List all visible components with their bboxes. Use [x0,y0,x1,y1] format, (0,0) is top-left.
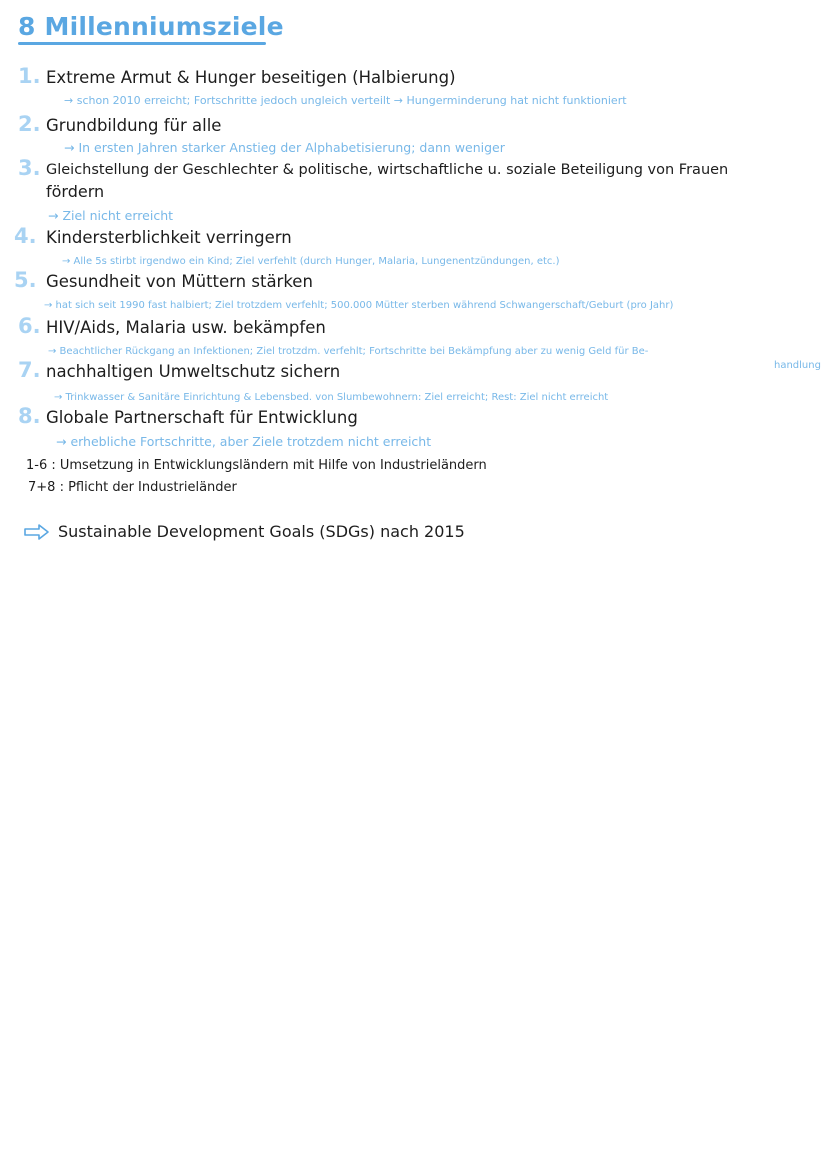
goal-3-title-line1: Gleichstellung der Geschlechter & politische, wirtschaftliche u. soziale Beteiligung von Frauen [46,162,729,178]
goal-2-title: Grundbildung für alle [46,116,222,135]
goal-8-number: 8. [18,404,41,428]
goal-6-number: 6. [18,314,41,338]
goal-3-note: → Ziel nicht erreicht [48,208,174,223]
goal-5-title: Gesundheit von Müttern stärken [46,272,313,291]
goal-7-title: nachhaltigen Umweltschutz sichern [46,362,341,381]
goal-1-number: 1. [18,64,41,88]
outline-right-arrow-icon [24,523,50,541]
goal-7-note: → Trinkwasser & Sanitäre Einrichtung & Lebensbed. von Slumbewohnern: Ziel erreicht; Rest: Ziel nicht erreicht [54,392,609,403]
goal-2-number: 2. [18,112,41,136]
goal-5-note: → hat sich seit 1990 fast halbiert; Ziel trotzdem verfehlt; 500.000 Mütter sterben während Schwangerschaft/Geburt (pro Jahr) [44,300,674,311]
conclusion-text: Sustainable Development Goals (SDGs) nach 2015 [58,522,465,541]
goal-3-number: 3. [18,156,41,180]
goal-6-note: → Beachtlicher Rückgang an Infektionen; Ziel trotzdm. verfehlt; Fortschritte bei Bekämpfung aber zu wenig Geld für Be- [48,346,649,357]
goal-1-note: → schon 2010 erreicht; Fortschritte jedoch ungleich verteilt → Hungerminderung hat nicht funktioniert [64,94,627,107]
goal-4-title: Kindersterblichkeit verringern [46,228,292,247]
goal-5-number: 5. [14,268,37,292]
page-title: 8 Millenniumsziele [18,12,284,41]
goal-7-number: 7. [18,358,41,382]
goal-2-note: → In ersten Jahren starker Anstieg der Alphabetisierung; dann weniger [64,140,505,155]
summary-line-1: 1-6 : Umsetzung in Entwicklungsländern mit Hilfe von Industrieländern [26,458,487,473]
goal-3-title-line2: fördern [46,182,105,201]
goal-4-note: → Alle 5s stirbt irgendwo ein Kind; Ziel verfehlt (durch Hunger, Malaria, Lungenentzündungen, etc.) [62,256,560,267]
goal-6-note-continuation: handlung [774,360,821,371]
goal-4-number: 4. [14,224,37,248]
goal-6-title: HIV/Aids, Malaria usw. bekämpfen [46,318,326,337]
conclusion [24,522,465,541]
goal-1-title: Extreme Armut & Hunger beseitigen (Halbierung) [46,68,456,87]
goal-8-title: Globale Partnerschaft für Entwicklung [46,408,358,427]
goal-8-note: → erhebliche Fortschritte, aber Ziele trotzdem nicht erreicht [56,434,432,449]
summary-line-2: 7+8 : Pflicht der Industrieländer [28,480,237,495]
title-underline [18,42,266,45]
